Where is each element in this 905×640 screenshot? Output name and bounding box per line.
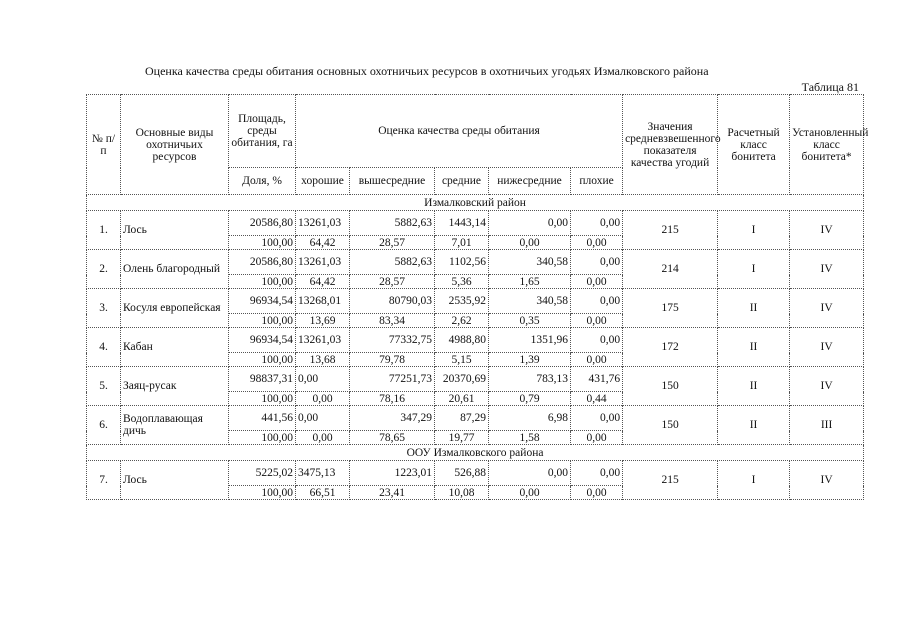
percent-good: 0,00	[296, 431, 350, 445]
species-name: Лось	[121, 461, 229, 500]
percent-good: 64,42	[296, 275, 350, 289]
percent-good: 64,42	[296, 236, 350, 250]
percent-share: 100,00	[229, 392, 296, 406]
set-class: IV	[790, 461, 864, 500]
percent-bad: 0,00	[571, 353, 623, 367]
calc-class: II	[718, 406, 790, 445]
quality-bad-value: 0,00	[571, 406, 623, 431]
header-avg: Значения средневзвешенного показателя качества угодий	[623, 95, 718, 195]
species-name: Водоплавающая дичь	[121, 406, 229, 445]
quality-above-value: 347,29	[350, 406, 435, 431]
avg-index: 172	[623, 328, 718, 367]
percent-good: 13,69	[296, 314, 350, 328]
table-row	[87, 328, 864, 353]
table-row	[87, 461, 864, 486]
row-number: 5.	[87, 367, 121, 406]
percent-below: 0,79	[489, 392, 571, 406]
set-class: IV	[790, 250, 864, 289]
quality-above-value: 77332,75	[350, 328, 435, 353]
set-class: IV	[790, 328, 864, 367]
avg-index: 214	[623, 250, 718, 289]
section-row	[87, 195, 864, 211]
percent-above: 78,16	[350, 392, 435, 406]
header-quality: Оценка качества среды обитания	[296, 95, 623, 168]
percent-bad: 0,00	[571, 236, 623, 250]
percent-below: 1,65	[489, 275, 571, 289]
table-title: Оценка качества среды обитания основных охотничьих ресурсов в охотничьих угодьях Измалковского района	[145, 64, 709, 78]
percent-above: 78,65	[350, 431, 435, 445]
quality-good-value: 13268,01	[296, 289, 350, 314]
quality-below-value: 1351,96	[489, 328, 571, 353]
percent-below: 0,35	[489, 314, 571, 328]
row-number: 2.	[87, 250, 121, 289]
percent-medium: 5,15	[435, 353, 489, 367]
row-number: 7.	[87, 461, 121, 500]
set-class: IV	[790, 367, 864, 406]
row-number: 6.	[87, 406, 121, 445]
percent-above: 28,57	[350, 236, 435, 250]
quality-medium-value: 1102,56	[435, 250, 489, 275]
quality-above-value: 5882,63	[350, 211, 435, 236]
percent-bad: 0,00	[571, 314, 623, 328]
quality-bad-value: 0,00	[571, 211, 623, 236]
quality-medium-value: 4988,80	[435, 328, 489, 353]
avg-index: 150	[623, 367, 718, 406]
calc-class: I	[718, 461, 790, 500]
table-row	[87, 406, 864, 431]
quality-good-value: 0,00	[296, 406, 350, 431]
quality-good-value: 13261,03	[296, 250, 350, 275]
quality-below-value: 340,58	[489, 289, 571, 314]
percent-share: 100,00	[229, 353, 296, 367]
percent-share: 100,00	[229, 431, 296, 445]
table-number: Таблица 81	[801, 80, 859, 94]
percent-bad: 0,00	[571, 486, 623, 500]
table-row	[87, 367, 864, 392]
calc-class: II	[718, 289, 790, 328]
percent-good: 66,51	[296, 486, 350, 500]
row-number: 1.	[87, 211, 121, 250]
quality-above-value: 1223,01	[350, 461, 435, 486]
species-name: Косуля европейская	[121, 289, 229, 328]
quality-good-value: 0,00	[296, 367, 350, 392]
quality-below-value: 340,58	[489, 250, 571, 275]
quality-above-value: 5882,63	[350, 250, 435, 275]
percent-medium: 19,77	[435, 431, 489, 445]
percent-medium: 20,61	[435, 392, 489, 406]
percent-medium: 7,01	[435, 236, 489, 250]
avg-index: 215	[623, 461, 718, 500]
quality-bad-value: 431,76	[571, 367, 623, 392]
header-row-1	[87, 95, 864, 168]
percent-medium: 5,36	[435, 275, 489, 289]
row-number: 3.	[87, 289, 121, 328]
header-set-class: Установленный класс бонитета*	[790, 95, 864, 195]
area-value: 5225,02	[229, 461, 296, 486]
percent-below: 0,00	[489, 486, 571, 500]
percent-above: 83,34	[350, 314, 435, 328]
percent-below: 1,39	[489, 353, 571, 367]
header-q-good: хорошие	[296, 168, 350, 195]
percent-share: 100,00	[229, 486, 296, 500]
species-name: Заяц-русак	[121, 367, 229, 406]
percent-bad: 0,44	[571, 392, 623, 406]
percent-above: 23,41	[350, 486, 435, 500]
section-row	[87, 445, 864, 461]
calc-class: I	[718, 250, 790, 289]
avg-index: 175	[623, 289, 718, 328]
header-q-medium: средние	[435, 168, 489, 195]
section-name: Измалковский район	[87, 195, 864, 211]
header-share: Доля, %	[229, 168, 296, 195]
set-class: IV	[790, 211, 864, 250]
header-q-bad: плохие	[571, 168, 623, 195]
quality-below-value: 0,00	[489, 461, 571, 486]
species-name: Кабан	[121, 328, 229, 367]
table-row	[87, 211, 864, 236]
header-num: № п/п	[87, 95, 121, 195]
percent-bad: 0,00	[571, 275, 623, 289]
quality-bad-value: 0,00	[571, 289, 623, 314]
quality-below-value: 783,13	[489, 367, 571, 392]
quality-medium-value: 87,29	[435, 406, 489, 431]
percent-share: 100,00	[229, 314, 296, 328]
species-name: Олень благородный	[121, 250, 229, 289]
area-value: 20586,80	[229, 211, 296, 236]
percent-medium: 2,62	[435, 314, 489, 328]
quality-medium-value: 1443,14	[435, 211, 489, 236]
quality-bad-value: 0,00	[571, 250, 623, 275]
header-species: Основные виды охотничьих ресурсов	[121, 95, 229, 195]
percent-share: 100,00	[229, 275, 296, 289]
row-number: 4.	[87, 328, 121, 367]
percent-above: 79,78	[350, 353, 435, 367]
percent-below: 0,00	[489, 236, 571, 250]
area-value: 96934,54	[229, 289, 296, 314]
table-row	[87, 289, 864, 314]
avg-index: 150	[623, 406, 718, 445]
quality-below-value: 6,98	[489, 406, 571, 431]
percent-good: 0,00	[296, 392, 350, 406]
quality-above-value: 80790,03	[350, 289, 435, 314]
table-row	[87, 250, 864, 275]
percent-bad: 0,00	[571, 431, 623, 445]
quality-medium-value: 20370,69	[435, 367, 489, 392]
quality-good-value: 13261,03	[296, 211, 350, 236]
quality-good-value: 3475,13	[296, 461, 350, 486]
percent-above: 28,57	[350, 275, 435, 289]
species-name: Лось	[121, 211, 229, 250]
header-q-above: вышесредние	[350, 168, 435, 195]
area-value: 20586,80	[229, 250, 296, 275]
set-class: IV	[790, 289, 864, 328]
set-class: III	[790, 406, 864, 445]
quality-bad-value: 0,00	[571, 461, 623, 486]
percent-good: 13,68	[296, 353, 350, 367]
area-value: 96934,54	[229, 328, 296, 353]
section-name: ООУ Измалковского района	[87, 445, 864, 461]
percent-share: 100,00	[229, 236, 296, 250]
quality-medium-value: 2535,92	[435, 289, 489, 314]
area-value: 441,56	[229, 406, 296, 431]
quality-good-value: 13261,03	[296, 328, 350, 353]
percent-below: 1,58	[489, 431, 571, 445]
percent-medium: 10,08	[435, 486, 489, 500]
calc-class: II	[718, 367, 790, 406]
calc-class: I	[718, 211, 790, 250]
avg-index: 215	[623, 211, 718, 250]
quality-above-value: 77251,73	[350, 367, 435, 392]
habitat-quality-table	[86, 94, 869, 500]
quality-below-value: 0,00	[489, 211, 571, 236]
calc-class: II	[718, 328, 790, 367]
quality-bad-value: 0,00	[571, 328, 623, 353]
quality-medium-value: 526,88	[435, 461, 489, 486]
header-area: Площадь, среды обитания, га	[229, 95, 296, 168]
area-value: 98837,31	[229, 367, 296, 392]
header-calc-class: Расчетный класс бонитета	[718, 95, 790, 195]
header-q-below: нижесредние	[489, 168, 571, 195]
